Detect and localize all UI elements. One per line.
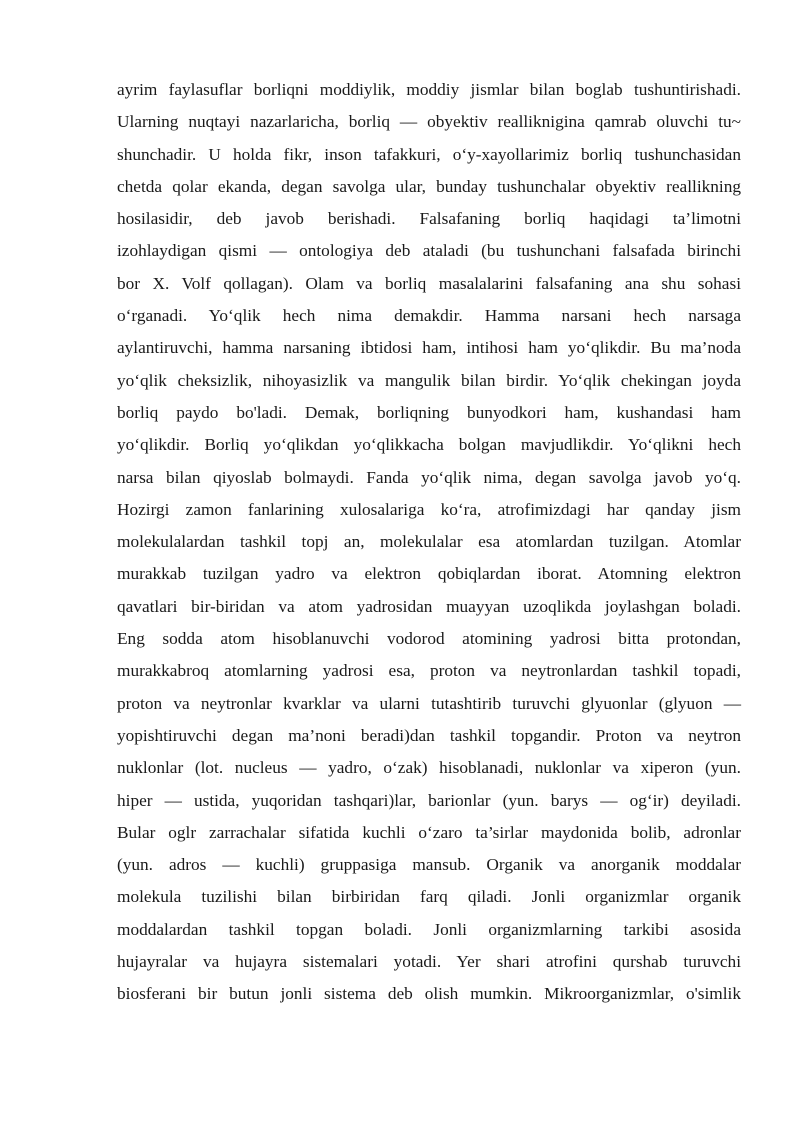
text-line: hiper — ustida, yuqoridan tashqari)lar, barionlar (yun. barys — og‘ir) deyiladi. xyxy=(117,790,741,810)
text-line: Bular oglr zarrachalar sifatida kuchli o‘zaro ta’sirlar maydonida bolib, adronlar xyxy=(117,822,741,842)
text-line: narsa bilan qiyoslab bolmaydi. Fanda yo‘qlik nima, degan savolga javob yo‘q. xyxy=(117,467,741,487)
text-line: Eng sodda atom hisoblanuvchi vodorod atomining yadrosi bitta protondan, xyxy=(117,629,741,649)
text-line: moddalardan tashkil topgan boladi. Jonli organizmlarning tarkibi asosida xyxy=(117,919,741,939)
text-line: bor X. Volf qollagan). Olam va borliq masalalarini falsafaning ana shu sohasi xyxy=(117,273,741,293)
text-line: yo‘qlik cheksizlik, nihoyasizlik va mangulik bilan birdir. Yo‘qlik chekingan joyda xyxy=(117,370,741,390)
text-line: hosilasidir, deb javob berishadi. Falsafaning borliq haqidagi ta’limotni xyxy=(117,209,741,229)
text-line: molekula tuzilishi bilan birbiridan farq qiladi. Jonli organizmlar organik xyxy=(117,887,741,907)
text-line: murakkab tuzilgan yadro va elektron qobiqlardan iborat. Atomning elektron xyxy=(117,564,741,584)
text-line: hujayralar va hujayra sistemalari yotadi. Yer shari atrofini qurshab turuvchi xyxy=(117,952,741,972)
text-line: Hozirgi zamon fanlarining xulosalariga ko‘ra, atrofimizdagi har qanday jism xyxy=(117,499,741,519)
text-line: qavatlari bir-biridan va atom yadrosidan muayyan uzoqlikda joylashgan boladi. xyxy=(117,596,741,616)
text-line: shunchadir. U holda fikr, inson tafakkuri, o‘y-xayollarimiz borliq tushunchasidan xyxy=(117,144,741,164)
text-line: chetda qolar ekanda, degan savolga ular, bunday tushunchalar obyektiv reallikning xyxy=(117,176,741,196)
text-line: o‘rganadi. Yo‘qlik hech nima demakdir. Hamma narsani hech narsaga xyxy=(117,306,741,326)
text-line: aylantiruvchi, hamma narsaning ibtidosi ham, intihosi ham yo‘qlikdir. Bu ma’noda xyxy=(117,338,741,358)
text-line: yopishtiruvchi degan ma’noni beradi)dan tashkil topgandir. Proton va neytron xyxy=(117,725,741,745)
text-line: nuklonlar (lot. nucleus — yadro, o‘zak) hisoblanadi, nuklonlar va xiperon (yun. xyxy=(117,758,741,778)
text-line: (yun. adros — kuchli) gruppasiga mansub. Organik va anorganik moddalar xyxy=(117,855,741,875)
body-paragraph xyxy=(117,74,741,1011)
text-line: ayrim faylasuflar borliqni moddiylik, moddiy jismlar bilan boglab tushuntirishadi. xyxy=(117,80,741,99)
text-line: borliq paydo bo'ladi. Demak, borliqning bunyodkori ham, kushandasi ham xyxy=(117,402,741,422)
text-line: izohlaydigan qismi — ontologiya deb ataladi (bu tushunchani falsafada birinchi xyxy=(117,241,741,261)
text-line: murakkabroq atomlarning yadrosi esa, proton va neytronlardan tashkil topadi, xyxy=(117,661,741,681)
text-line: yo‘qlikdir. Borliq yo‘qlikdan yo‘qlikkacha bolgan mavjudlikdir. Yo‘qlikni hech xyxy=(117,435,741,455)
text-line: biosferani bir butun jonli sistema deb olish mumkin. Mikroorganizmlar, o'simlik xyxy=(117,984,741,1004)
text-line: Ularning nuqtayi nazarlaricha, borliq — obyektiv reallikniginа qamrab oluvchi tu~ xyxy=(117,112,741,132)
text-line: proton va neytronlar kvarklar va ularni tutashtirib turuvchi glyuonlar (glyuon — xyxy=(117,693,741,713)
text-line: molekulalardan tashkil topj an, molekulalar esa atomlardan tuzilgan. Atomlar xyxy=(117,532,741,552)
